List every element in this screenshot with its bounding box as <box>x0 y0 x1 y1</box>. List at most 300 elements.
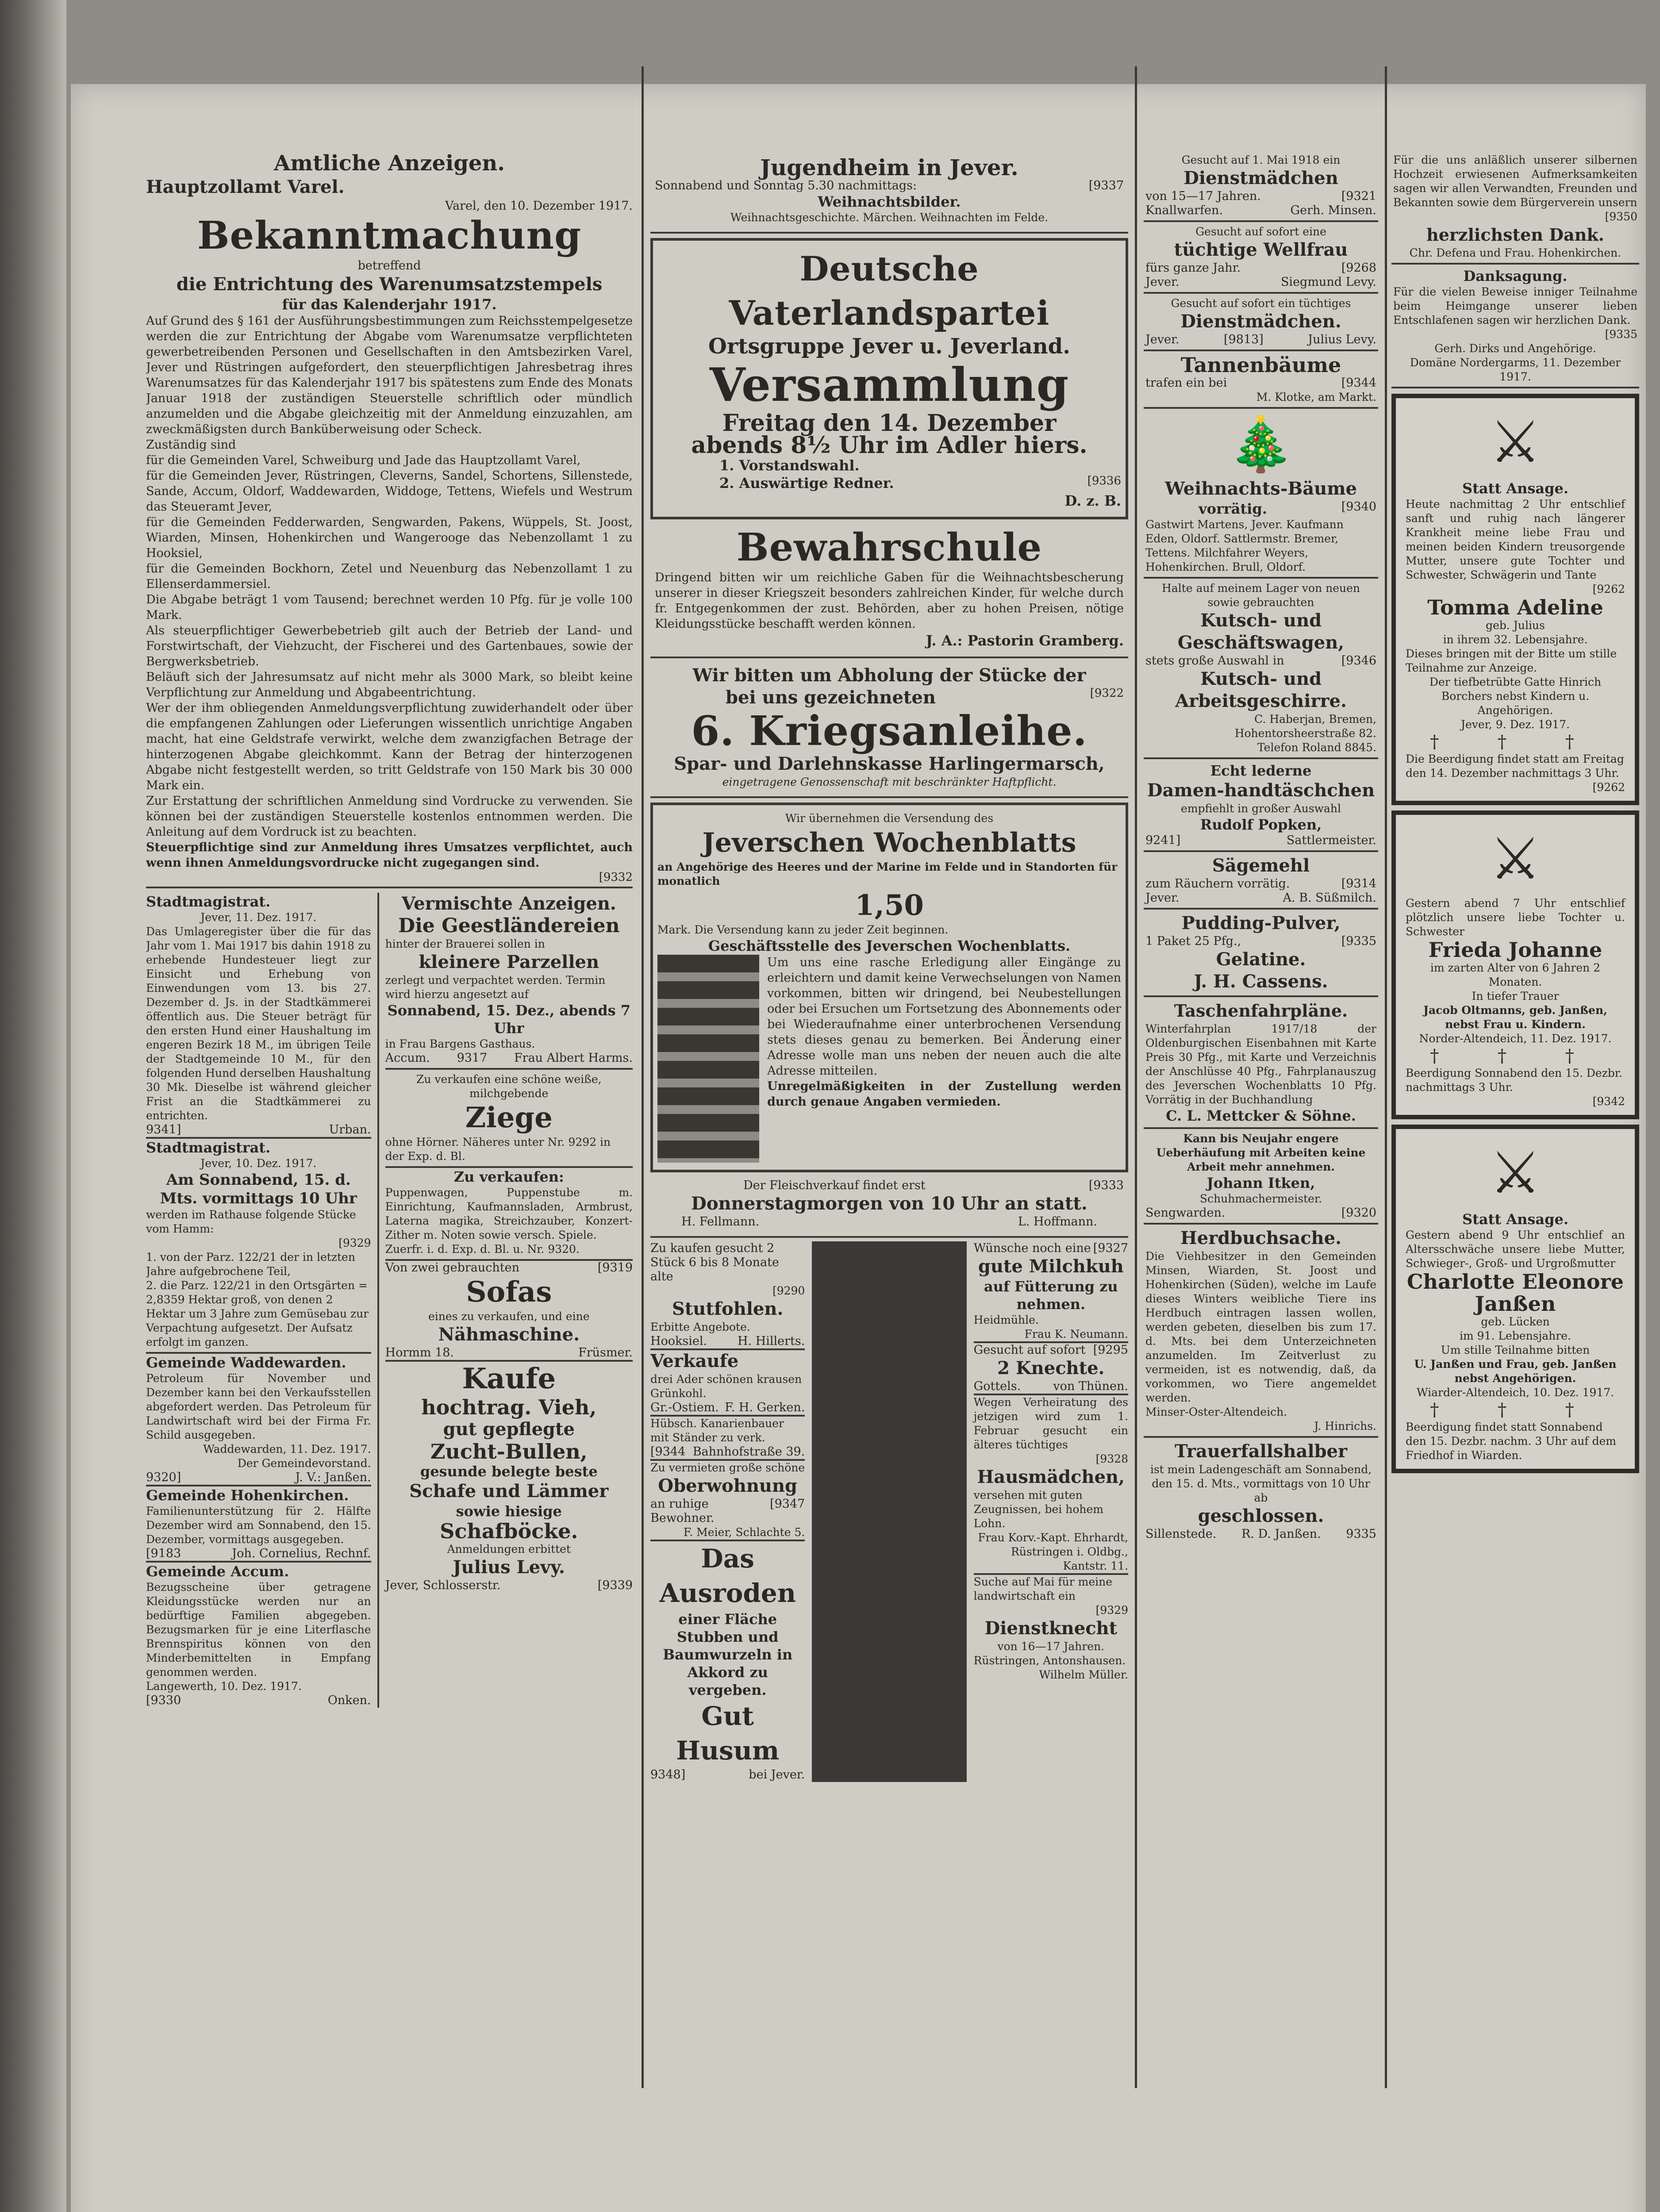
notice-headline: Danksagung. <box>1463 268 1568 284</box>
column-ads-center <box>650 150 1128 2212</box>
notice-betr: betreffend <box>357 259 421 273</box>
ad-code: [9333 <box>1088 1179 1124 1192</box>
ad-code: [9329 <box>1095 1604 1128 1617</box>
gemeinde-text: Petroleum für November und Dezember kann bei den Verkaufsstellen abgefordert werden. Das Petroleum für Landwirtschaft wird bei der Firma Fr. Schild ausgegeben. <box>146 1372 371 1441</box>
signature: Onken. <box>327 1694 371 1707</box>
ad-headline: Die Geestländereien <box>398 914 620 937</box>
advertiser-name: Rudolf Popken, <box>1200 816 1322 833</box>
ad-code: [9314 <box>1341 877 1376 891</box>
ad-headline: Dienstknecht <box>984 1618 1118 1639</box>
official-split <box>146 893 633 1708</box>
ad-text: Halte auf meinem Lager von neuen sowie gebrauchten <box>1161 582 1360 609</box>
ad-text: trafen ein bei <box>1145 376 1227 390</box>
ad-code: [9335 <box>1341 934 1376 948</box>
ad-code: [9344 <box>1341 376 1376 390</box>
notice-para: für die Gemeinden Varel, Schweiburg und Jade das Hauptzollamt Varel, <box>146 453 581 467</box>
place: Sengwarden. <box>1145 1206 1226 1220</box>
dateline: Domäne Nordergarms, 11. Dezember 1917. <box>1410 356 1621 383</box>
office-name: Hauptzollamt Varel. <box>146 177 345 197</box>
place: Jever. <box>1145 333 1180 346</box>
ad-code: [9321 <box>1341 189 1376 203</box>
dateline: Varel, den 10. Dezember 1917. <box>445 199 633 213</box>
section-title: Vermischte Anzeigen. <box>401 893 616 914</box>
auction-date: Am Sonnabend, 15. d. Mts. vormittags 10 Uhr <box>160 1171 357 1207</box>
ad-text: von 16—17 Jahren. <box>997 1640 1105 1653</box>
signature: Der tiefbetrübte Gatte Hinrich Borchers nebst Kindern u. Angehörigen. <box>1429 676 1602 717</box>
signature: J. A.: Pastorin Gramberg. <box>926 632 1124 649</box>
ad-headline: Kutsch- und Arbeitsgeschirre. <box>1175 668 1347 711</box>
ad-code: [9268 <box>1341 261 1376 275</box>
ad-dienstmaedchen <box>1144 150 1378 222</box>
signature: Urban. <box>329 1123 371 1137</box>
ad-code: [9340 <box>1341 500 1376 514</box>
notice-headline: Statt Ansage. <box>1462 480 1569 497</box>
cross-icons: † † † <box>1430 1046 1601 1066</box>
deceased-name: Tomma Adeline <box>1427 595 1603 619</box>
ad-headline: Tannenbäume <box>1180 353 1341 377</box>
ad-text: Erbitte Angebote. <box>650 1321 750 1333</box>
notice-text: Für die vielen Beweise inniger Teilnahme beim Heimgange unserer lieben Entschlafenen sagen wir herzlichen Dank. <box>1393 285 1637 326</box>
dateline: Norder-Altendeich, 11. Dez. 1917. <box>1419 1032 1612 1045</box>
ad-text: Kann bis Neujahr engere Ueberhäufung mit Arbeiten keine Arbeit mehr annehmen. <box>1156 1132 1366 1173</box>
place: Gottels. <box>973 1379 1021 1393</box>
auction-item: 2. die Parz. 122/21 in den Ortsgärten = 2,8359 Hektar groß, von denen 2 Hektar um 3 Jahre zum Gemüsebau zur Verpachtung aufgesetzt. Der Aufsatz erfolgt im ganzen. <box>146 1279 371 1354</box>
ad-headline: Donnerstagmorgen von 10 Uhr an statt. <box>691 1193 1087 1214</box>
place: Jever. <box>1145 891 1180 905</box>
dateline: Waddewarden, 11. Dez. 1917. <box>203 1443 371 1455</box>
ad-text: Suche auf Mai für meine landwirtschaft ein <box>973 1575 1113 1602</box>
ad-note: Unregelmäßigkeiten in der Zustellung werden durch genaue Angaben vermieden. <box>767 1079 1121 1109</box>
signature: A. B. Süßmilch. <box>1283 891 1376 905</box>
ad-puddingpulver <box>1144 910 1378 997</box>
scan-edge <box>0 0 66 2212</box>
place: Hormm 18. <box>385 1346 454 1359</box>
ad-kutschwagen <box>1144 579 1378 759</box>
column-rule <box>812 1241 966 1782</box>
obituary-tomma <box>1391 394 1639 805</box>
deceased-name: Frieda Johanne <box>1428 938 1602 962</box>
ad-vaterlandspartei <box>650 238 1128 519</box>
ad-code: [9346 <box>1341 654 1376 668</box>
signature: J. Hinrichs. <box>1314 1420 1376 1432</box>
notice-para: Die Abgabe beträgt 1 vom Tausend; berechnet werden 10 Pfg. für je volle 100 Mark. <box>146 593 633 622</box>
ad-text: Weihnachtsgeschichte. Märchen. Weihnachten im Felde. <box>730 211 1049 224</box>
ad-saegemehl <box>1144 852 1378 910</box>
deceased-age: im zarten Alter von 6 Jahren 2 Monaten. <box>1430 961 1601 988</box>
ad-code: [9262 <box>1592 583 1625 595</box>
ad-headline: Versammlung <box>709 357 1069 412</box>
notice-text: Gestern abend 9 Uhr entschlief an Altersschwäche unsere liebe Mutter, Schwieger-, Groß- und Urgroßmutter <box>1406 1229 1625 1270</box>
christmas-tree-icon: 🎄 <box>1228 414 1294 475</box>
notice-para: Beläuft sich der Jahresumsatz auf nicht mehr als 3000 Mark, so bleibt keine Verpflichtung zur Anmeldung und Abgabeentrichtung. <box>146 670 633 699</box>
signature: F. Meier, Schlachte 5. <box>650 1525 805 1541</box>
cross-icons: † † † <box>1430 732 1601 752</box>
auction-text: werden im Rathause folgende Stücke vom Hamm: <box>146 1208 356 1235</box>
bank-name: Spar- und Darlehnskasse Harlingermarsch, <box>674 753 1105 774</box>
notice-para: für die Gemeinden Bockhorn, Zetel und Neuenburg das Nebenzollamt 1 zu Ellenserdammersiel. <box>146 562 633 591</box>
ad-text: von 15—17 Jahren. <box>1145 189 1261 203</box>
ad-headline: gute Milchkuh <box>978 1256 1124 1277</box>
ad-headline: auf Fütterung zu nehmen. <box>984 1278 1118 1313</box>
phone: Telefon Roland 8845. <box>1257 741 1376 754</box>
ad-text: fürs ganze Jahr. <box>1145 261 1241 275</box>
ad-text: ist mein Ladengeschäft am Sonnabend, den 15. d. Mts., vormittags von 10 Uhr ab <box>1150 1463 1372 1504</box>
center-two-cols <box>650 1241 1128 1782</box>
signature: Wilhelm Müller. <box>1039 1668 1128 1681</box>
ad-date: Sonnabend, 15. Dez., abends 7 Uhr <box>387 1002 630 1037</box>
column-official <box>146 150 633 2212</box>
ad-text: Gesucht auf 1. Mai 1918 ein <box>1181 154 1341 166</box>
ad-code: [9328 <box>1095 1452 1128 1465</box>
ad-text: Gesucht auf sofort eine <box>1195 225 1326 238</box>
ad-line: Zucht-Bullen, <box>430 1440 588 1463</box>
ad-code: [9337 <box>1088 179 1124 192</box>
ad-headline: tüchtige Wellfrau <box>1174 239 1348 260</box>
place: Gr.-Ostiem. <box>650 1401 719 1414</box>
signature: Frau Albert Harms. <box>514 1051 633 1065</box>
ad-text: empfiehlt in großer Auswahl <box>1181 802 1341 815</box>
ad-line: sowie hiesige <box>456 1503 562 1520</box>
ad-text: in Frau Bargens Gasthaus. <box>385 1037 535 1050</box>
notice-funeral: Die Beerdigung findet statt am Freitag den 14. Dezember nachmittags 3 Uhr. <box>1406 753 1624 780</box>
ad-text: bei uns gezeichneten <box>726 687 936 708</box>
ad-text: Gesucht auf sofort <box>973 1343 1086 1357</box>
ad-text: an Angehörige des Heeres und der Marine im Felde und in Standorten für monatlich <box>657 860 1118 887</box>
magistrat-text: Das Umlageregister über die für das Jahr vom 1. Mai 1917 bis dahin 1918 zu erhebende Hundesteuer liegt zur Einsicht und Erhebung von Einwendungen vom 13. bis 27. Dezember d. Js. in der Stadtkämmerei öffentlich aus. Die Steuer beträgt für den ersten Hund einer Haushaltung im engeren Bezirk 18 M., im übrigen Teile der Stadtgemeinde 10 M., für den folgenden Hund derselben Haushaltung 30 Mk. Dieselbe ist während gleicher Frist an die Stadtkämmerei zu entrichten. <box>146 925 371 1122</box>
signature: Julius Levy. <box>1308 333 1376 346</box>
ad-text: stets große Auswahl in <box>1145 654 1284 668</box>
notice-text: In tiefer Trauer <box>1472 990 1559 1002</box>
ad-fleischverkauf <box>650 1172 1128 1238</box>
place: Minser-Oster-Altendeich. <box>1145 1406 1287 1418</box>
ad-headline: Jugendheim in Jever. <box>760 154 1018 180</box>
ad-headline: 6. Kriegsanleihe. <box>691 707 1087 755</box>
signature: Joh. Cornelius, Rechnf. <box>232 1547 371 1560</box>
gemeinde-head: Gemeinde Hohenkirchen. <box>146 1487 349 1504</box>
ad-text: Zu vermieten große schöne <box>650 1461 805 1474</box>
ad-office: Geschäftsstelle des Jeverschen Wochenblatts. <box>708 937 1071 954</box>
column-rule <box>642 66 644 2088</box>
ad-wochenblatt <box>650 803 1128 1172</box>
notice-funeral: Beerdigung Sonnabend den 15. Dezbr. nachmittags 3 Uhr. <box>1406 1067 1622 1094</box>
gemeinde-head: Gemeinde Accum. <box>146 1563 289 1580</box>
ad-text: hinter der Brauerei sollen in <box>385 937 545 950</box>
ad-code: 9317 <box>457 1051 488 1065</box>
ad-code: [9262 <box>1592 781 1625 794</box>
dateline: Langewerth, 10. Dez. 1917. <box>146 1680 302 1693</box>
ad-code: [9290 <box>772 1284 805 1297</box>
notice-year: für das Kalenderjahr 1917. <box>282 296 497 313</box>
ad-line: Schafböcke. <box>440 1519 578 1543</box>
ad-headline: Sofas <box>466 1275 552 1309</box>
advertiser-name: J. H. Cassens. <box>1194 971 1328 992</box>
ad-code: [9342 <box>1592 1095 1625 1108</box>
signature: Frau K. Neumann. <box>974 1327 1128 1343</box>
signature: H. Hillerts. <box>737 1334 805 1348</box>
ad-text: ohne Hörner. Näheres unter Nr. 9292 in der Exp. d. Bl. <box>385 1135 633 1168</box>
ad-code: [9344 <box>650 1445 686 1459</box>
notice-title: Bekanntmachung <box>197 213 582 258</box>
ad-subtitle: Ortsgruppe Jever u. Jeverland. <box>708 334 1070 359</box>
ad-code: [9339 <box>597 1578 633 1592</box>
ad-headline: Stutfohlen. <box>672 1298 784 1319</box>
ad-text: Der Fleischverkauf findet erst <box>743 1179 926 1192</box>
ad-taschenfahrplaene <box>1144 997 1378 1129</box>
ad-code: [9332 <box>146 871 633 888</box>
ad-text: versehen mit guten Zeugnissen, bei hohem Lohn. <box>973 1489 1103 1530</box>
ad-kriegsanleihe <box>650 658 1128 798</box>
ad-headline: Kutsch- und Geschäftswagen, <box>1177 610 1345 653</box>
column-rule <box>1135 66 1137 2088</box>
cross-icons: † † † <box>1430 1400 1601 1420</box>
ad-line: Schafe und Lämmer <box>409 1481 609 1502</box>
ad-line: gesunde belegte beste <box>420 1463 598 1480</box>
ad-text: Gesucht auf sofort ein tüchtiges <box>1171 297 1351 310</box>
ad-headline: Trauerfallshalber <box>1174 1441 1348 1462</box>
ad-headline: Bewahrschule <box>736 525 1042 570</box>
notice-para: Zur Erstattung der schriftlichen Anmeldung sind Vordrucke zu verwenden. Sie können bei der zuständigen Steuerstelle kostenlos entnommen werden. Die Anleitung auf dem Vordruck ist zu beachten. <box>146 794 633 839</box>
ad-headline: Pudding-Pulver, <box>1181 913 1341 933</box>
ad-code: [9319 <box>597 1261 633 1275</box>
ad-text: Wünsche noch eine <box>973 1241 1091 1255</box>
ad-text: Zu kaufen gesucht 2 Stück 6 bis 8 Monate alte <box>650 1241 779 1283</box>
ad-code: [9335 <box>1605 328 1637 341</box>
ad-text: Dringend bitten wir um reichliche Gaben für die Weihnachtsbescherung unserer in dieser Kriegszeit besonders zahlreichen Kinder, für welche durch fr. Entgegenkommen der zust. Behörden, aber zu hohen Preisen, nötige Kleidungsstücke beschafft werden können. <box>655 571 1124 631</box>
ad-damentaeschchen <box>1144 759 1378 852</box>
ad-line: Anmeldungen erbittet <box>447 1543 571 1555</box>
ad-text: Puppenwagen, Puppenstube m. Einrichtung, Kaufmannsladen, Armbrust, Laterna magika, Streichzauber, Konzert-Zither m. Noten sowie versch. Spiele. <box>385 1186 633 1241</box>
ad-headline: Dienstmädchen <box>1184 168 1338 188</box>
advertiser-name: Johann Itken, <box>1207 1175 1315 1191</box>
deceased-maiden: geb. Lücken <box>1481 1315 1550 1328</box>
notice-para: für die Gemeinden Fedderwarden, Sengwarden, Pakens, Wüppels, St. Joost, Wiarden, Minsen, Hohenkirchen und Wangerooge das Nebenzollamt 1 zu Hooksiel, <box>146 515 633 560</box>
ad-headline: Oberwohnung <box>658 1475 798 1496</box>
misc-ads-left <box>385 893 633 1708</box>
notice-subject: die Entrichtung des Warenumsatzstempels <box>176 274 603 295</box>
ad-text: Wir übernehmen die Versendung des <box>785 812 994 825</box>
ad-price: 1,50 <box>855 889 924 922</box>
signature: L. Hoffmann. <box>1018 1215 1097 1229</box>
ad-code: [9320 <box>1341 1206 1376 1220</box>
deceased-maiden: geb. Julius <box>1486 619 1545 632</box>
deceased-age: im 91. Lebensjahre. <box>1460 1329 1571 1342</box>
place: Accum. <box>385 1051 430 1065</box>
hand-pointer-graphic <box>657 955 759 1163</box>
notice-para: Als steuerpflichtiger Gewerbebetrieb gilt auch der Betrieb der Land- und Forstwirtschaft, der Viehzucht, der Fischerei und des Gartenbaues, sowie der Bergwerksbetrieb. <box>146 624 633 668</box>
place: Rüstringen, Antonshausen. <box>973 1654 1126 1667</box>
ad-text: Wegen Verheiratung des jetzigen wird zum 1. Februar gesucht ein älteres tüchtiges <box>973 1396 1128 1451</box>
obituary-frieda <box>1391 810 1639 1119</box>
ad-wellfrau <box>1144 222 1378 294</box>
address: Jever, Schlosserstr. <box>385 1578 501 1592</box>
ad-text: zum Räuchern vorrätig. <box>1145 877 1290 891</box>
signature: Jacob Oltmanns, geb. Janßen, nebst Frau u. Kindern. <box>1423 1004 1607 1031</box>
signature: H. Fellmann. <box>681 1215 760 1229</box>
column-ads-right <box>1144 150 1378 2212</box>
ad-text: Mark. Die Versendung kann zu jeder Zeit beginnen. <box>657 923 949 936</box>
ad-headline: Sägemehl <box>1212 855 1310 876</box>
ad-text: vorrätig. <box>1199 500 1267 517</box>
ad-line: hochtrag. Vieh, <box>421 1395 597 1419</box>
place: Sillenstede. <box>1145 1527 1217 1541</box>
ad-text: Echt lederne <box>1210 762 1312 779</box>
ad-headline: Taschenfahrpläne. <box>1174 1001 1348 1021</box>
signature: von Thünen. <box>1053 1379 1128 1393</box>
bank-subtitle: eingetragene Genossenschaft mit beschränkter Haftpflicht. <box>722 776 1057 788</box>
dateline: Jever, 11. Dez. 1917. <box>200 911 317 924</box>
ad-headline: kleinere Parzellen <box>419 952 599 972</box>
ad-headline: Gelatine. <box>1216 949 1306 970</box>
address: Bahnhofstraße 39. <box>692 1445 805 1459</box>
notice-text: Für die uns anläßlich unserer silbernen Hochzeit erwiesenen Aufmerksamkeiten sagen wir allen Verwandten, Freunden und Bekannten sowie dem Bürgerverein unsern <box>1393 154 1637 209</box>
ad-text: Gastwirt Martens, Jever. Kaufmann Eden, Oldorf. Sattlermstr. Bremer, Tettens. Milchfahrer Weyers, Hohenkirchen. Brull, Oldorf. <box>1145 518 1344 573</box>
ad-text: Hübsch. Kanarienbauer mit Ständer zu verk. <box>650 1417 784 1444</box>
ad-date: Freitag den 14. Dezember <box>722 410 1057 437</box>
notice-thanks-silver <box>1391 150 1639 265</box>
deceased-age: in ihrem 32. Lebensjahre. <box>1443 633 1588 646</box>
ad-text: Zu verkaufen eine schöne weiße, milchgebende <box>416 1073 602 1100</box>
ad-text: Winterfahrplan 1917/18 der Oldenburgischen Eisenbahnen mit Karte Preis 30 Pfg., mit Karte und Verzeichnis der Anschlüsse 40 Pfg., Fahrplanauszug des Jeverschen Wochenblatts 10 Pfg. Vorrätig in der Buchhandlung <box>1145 1022 1376 1106</box>
agenda-item: 1. Vorstandswahl. <box>719 457 860 474</box>
place: Heidmühle. <box>973 1313 1039 1326</box>
notice-text: Heute nachmittag 2 Uhr entschlief sanft und ruhig nach längerer Krankheit meine liebe Frau und meinen beiden Kindern treusorgende Mutter, unsere gute Tochter und Schwester, Schwägerin und Tante <box>1406 498 1625 581</box>
ad-itken <box>1144 1129 1378 1225</box>
ad-text: eines zu verkaufen, und eine <box>428 1310 590 1323</box>
ad-text: zerlegt und verpachtet werden. Termin wird hierzu angesetzt auf <box>385 974 606 1001</box>
ad-dienstmaedchen-2 <box>1144 294 1378 351</box>
ad-code: [9813] <box>1224 333 1264 346</box>
signature: Sattlermeister. <box>1286 833 1376 847</box>
signature: Frau Korv.-Kapt. Ehrhardt, Rüstringen i. Oldbg., Kantstr. 11. <box>974 1531 1128 1575</box>
agenda-item: 2. Auswärtige Redner. <box>719 475 894 492</box>
ad-text: Von zwei gebrauchten <box>385 1261 520 1275</box>
ad-headline: Zu verkaufen: <box>453 1168 564 1185</box>
notice-danksagung <box>1391 265 1639 388</box>
ad-headline: Verkaufe <box>650 1351 739 1371</box>
section-title: Amtliche Anzeigen. <box>274 151 505 176</box>
ad-bewahrschule <box>650 519 1128 658</box>
place: Hooksiel. <box>650 1334 707 1348</box>
auction-item: 1. von der Parz. 122/21 der in letzten Jahre aufgebrochene Teil, <box>146 1251 355 1278</box>
ad-headline: geschlossen. <box>1198 1505 1324 1526</box>
signature: M. Klotke, am Markt. <box>1256 391 1376 403</box>
magistrat-head: Stadtmagistrat. <box>146 893 271 910</box>
magistrat-head: Stadtmagistrat. <box>146 1139 271 1156</box>
ad-code: [9350 <box>1605 210 1637 223</box>
ad-headline: Deutsche Vaterlandspartei <box>729 249 1050 333</box>
official-left <box>146 893 371 1708</box>
signature: C. Haberjan, Bremen, <box>1254 713 1376 726</box>
ad-time: abends 8½ Uhr im Adler hiers. <box>691 432 1087 459</box>
gemeinde-text: Familienunterstützung für 2. Hälfte Dezember wird am Sonnabend, den 15. Dezember, vormittags ausgegeben. <box>146 1505 371 1546</box>
notice-funeral: Beerdigung findet statt Sonnabend den 15. Dezbr. nachm. 3 Uhr auf dem Friedhof in Wiarden. <box>1406 1421 1617 1462</box>
notice-para: für die Gemeinden Jever, Rüstringen, Cleverns, Sandel, Schortens, Sillenstede, Sande, Accum, Oldorf, Waddewarden, Widdoge, Tettens, Wiefels und Westrum das Steueramt Jever, <box>146 469 633 514</box>
ad-headline: Ziege <box>465 1101 553 1134</box>
ad-code: [9330 <box>146 1694 181 1707</box>
place: bei Jever. <box>749 1768 805 1782</box>
ad-text: drei Ader schönen krausen Grünkohl. <box>650 1373 802 1400</box>
obituary-charlotte <box>1391 1125 1639 1473</box>
signature: Der Gemeindevorstand. <box>237 1457 371 1470</box>
ad-text: Die Viehbesitzer in den Gemeinden Minsen, Wiarden, St. Joost und Hohenkirchen (Süden), welche im Laufe dieses Winters weibliche Tiere ins Herdbuch eintragen lassen wollen, werden gebeten, dieselben bis zum 17. d. Mts. bei dem Unterzeichneten anzumelden. Im Zeitverlust zu vermeiden, ist es notwendig, daß, da vorkommen, wo Tiere angemeldet werden. <box>1145 1250 1376 1404</box>
ad-headline: Das Ausroden <box>659 1544 796 1608</box>
ad-jugendheim <box>650 150 1128 234</box>
ad-text: einer Fläche Stubben und Baumwurzeln in Akkord zu vergeben. <box>663 1611 793 1698</box>
ad-code: [9336 <box>1087 474 1121 488</box>
ad-herdbuch <box>1144 1225 1378 1438</box>
ad-line: gut gepflegte <box>443 1419 575 1440</box>
ad-code: [9322 <box>1090 687 1124 700</box>
ad-code: 9320] <box>146 1471 181 1484</box>
ad-headline: Kaufe <box>462 1362 556 1395</box>
funeral-emblem-icon: ⚔ <box>1489 1139 1541 1206</box>
ad-code: [9183 <box>146 1547 181 1560</box>
ad-code: 9348] <box>650 1768 686 1782</box>
ad-headline: Jeverschen Wochenblatts <box>702 827 1076 858</box>
signature: Gerh. Minsen. <box>1290 204 1376 217</box>
funeral-emblem-icon: ⚔ <box>1489 825 1541 892</box>
ad-code: 9341] <box>146 1123 181 1137</box>
ad-text: Um uns eine rasche Erledigung aller Eingänge zu erleichtern und damit keine Verwechselungen von Namen vorkommen, bitten wir dringend, bei Neubestellungen oder bei Ersuchen um Fortsetzung des Abonnements oder bei Wiederaufnahme einer unterbrochenen Versendung stets dieses genau zu bemerken. Bei Änderung einer Adresse wolle man uns neben der neuen auch die alte Adresse mitteilen. <box>767 956 1121 1078</box>
address: Hohentorsheerstraße 82. <box>1234 727 1376 740</box>
signature: Chr. Defena und Frau. Hohenkirchen. <box>1409 246 1622 259</box>
column-rule <box>1385 66 1387 2088</box>
place: Jever. <box>1145 275 1180 289</box>
notice-text: Gestern abend 7 Uhr entschlief plötzlich unsere liebe Tochter u. Schwester <box>1406 897 1625 938</box>
notice-text: Um stille Teilnahme bitten <box>1441 1344 1590 1356</box>
deceased-name: Charlotte Eleonore Janßen <box>1406 1270 1624 1316</box>
ad-code: [9329 <box>338 1237 371 1249</box>
ad-code: 9241] <box>1145 833 1181 847</box>
ad-headline: Herdbuchsache. <box>1180 1228 1342 1248</box>
signature: Schuhmachermeister. <box>1199 1192 1322 1205</box>
signature: U. Janßen und Frau, geb. Janßen nebst Angehörigen. <box>1414 1358 1617 1385</box>
signature: F. H. Gerken. <box>725 1401 805 1414</box>
signature: Siegmund Levy. <box>1280 275 1376 289</box>
signature: Früsmer. <box>578 1346 633 1359</box>
notice-para: Zuständig sind <box>146 438 236 452</box>
ad-text: an ruhige Bewohner. <box>650 1497 715 1525</box>
ad-headline: Nähmaschine. <box>438 1324 580 1345</box>
signature: J. V.: Janßen. <box>295 1471 371 1484</box>
dateline: Wiarder-Altendeich, 10. Dez. 1917. <box>1416 1386 1614 1399</box>
place: Knallwarfen. <box>1145 204 1223 217</box>
funeral-emblem-icon: ⚔ <box>1489 408 1541 476</box>
ad-code: 9335 <box>1346 1527 1376 1541</box>
ad-tannenbaeume <box>1144 351 1378 409</box>
ad-code: [9295 <box>1093 1343 1128 1357</box>
advertiser-name: Julius Levy. <box>453 1557 565 1578</box>
ad-headline: Hausmädchen, <box>977 1467 1125 1487</box>
ad-headline: Weihnachtsbilder. <box>818 193 961 210</box>
ad-headline: Weihnachts-Bäume <box>1164 478 1357 499</box>
notice-para: Wer der ihm obliegenden Anmeldungsverpflichtung zuwiderhandelt oder über die empfangenen Zahlungen oder Lieferungen wissentlich unrichtige Angaben macht, hat eine Geldstrafe verwirkt, welche dem zwanzigfachen Betrage der hinterzogenen Abgabe gleichkommt. Kann der Betrag der hinterzogenen Abgabe nicht festgestellt werden, so tritt Geldstrafe von 150 Mark bis 30 000 Mark ein. <box>146 701 633 792</box>
ad-weihnachtsbaeume <box>1144 409 1378 579</box>
dateline: Jever, 9. Dez. 1917. <box>1460 718 1570 731</box>
notice-headline: herzlichsten Dank. <box>1426 225 1604 245</box>
notice-para: Auf Grund des § 161 der Ausführungsbestimmungen zum Reichsstempelgesetze werden die zur Entrichtung der Abgabe vom Warenumsatze verpflichteten gewerbetreibenden Personen und Gesellschaften in den Amtsbezirken Varel, Jever und Rüstringen aufgefordert, den steuerpflichtigen Jahresbetrag ihres Warenumsatzes für das Kalenderjahr 1917 bis spätestens zum Ende des Monats Januar 1918 der zuständigen Steuerstelle schriftlich oder mündlich anzumelden und die Abgabe gleichzeitig mit der Anmeldung einzuzahlen, am zweckmäßigsten durch Banküberweisung oder Scheck. <box>146 314 633 436</box>
gemeinde-head: Gemeinde Waddewarden. <box>146 1354 346 1371</box>
notice-headline: Statt Ansage. <box>1462 1211 1569 1228</box>
notice-text: Dieses bringen mit der Bitte um stille Teilnahme zur Anzeige. <box>1406 647 1617 674</box>
ad-headline: Damen-handtäschchen <box>1147 780 1375 801</box>
dateline: Jever, 10. Dez. 1917. <box>200 1157 317 1170</box>
ad-headline: Dienstmädchen. <box>1180 311 1341 332</box>
ad-text: Zuerfr. i. d. Exp. d. Bl. u. Nr. 9320. <box>385 1242 633 1261</box>
column-family-notices <box>1391 150 1639 2212</box>
signature: Gerh. Dirks und Angehörige. <box>1434 342 1596 355</box>
ad-text: Wir bitten um Abholung der Stücke der <box>692 665 1086 686</box>
